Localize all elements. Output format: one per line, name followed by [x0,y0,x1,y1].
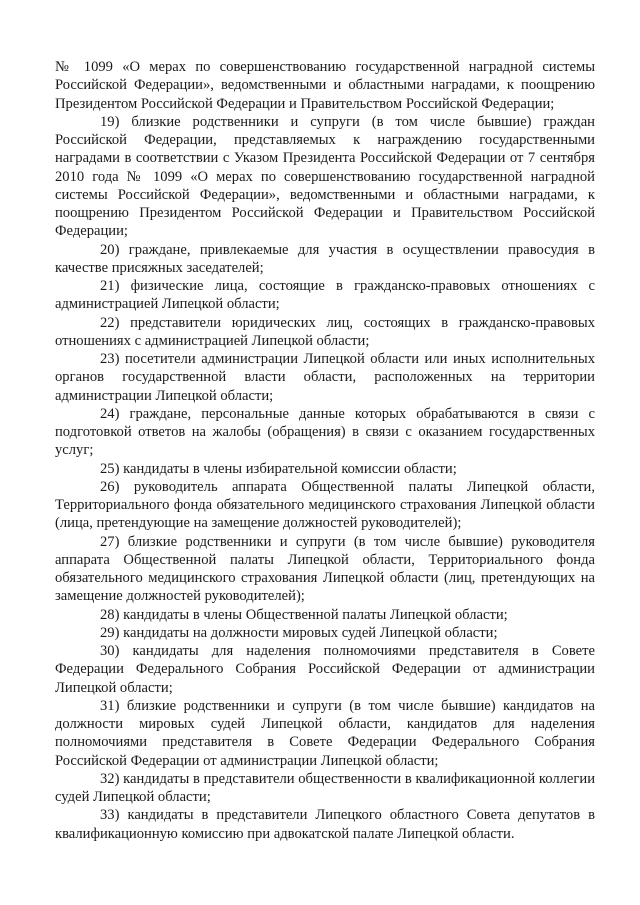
paragraph-item-25: 25) кандидаты в члены избирательной комиссии области; [100,460,457,477]
paragraph-item-27: 27) близкие родственники и супруги (в том числе бывшие) руководителя аппарата Общественной палаты Липецкой области, Территориального фонда обязательного медицинского страхования Липецкой области (лиц, претендующих на замещение должностей руководителей); [55,533,595,605]
paragraph-item-19: 19) близкие родственники и супруги (в том числе бывшие) граждан Российской Федерации, представляемых к награждению государственными наградами в соответствии с Указом Президента Российской Федерации от 7 сентября 2010 года № 1099 «О мерах по совершенствованию государственной наградной системы Российской Федерации», ведомственными и областными наградами, к поощрению Президентом Российской Федерации и Правительством Российской Федерации; [55,113,595,240]
paragraph-item-31: 31) близкие родственники и супруги (в том числе бывшие) кандидатов на должности мировых судей Липецкой области, кандидатов для наделения полномочиями представителя в Совете Федерации Федерального Собрания Российской Федерации от администрации Липецкой области; [55,697,595,769]
paragraph-item-29: 29) кандидаты на должности мировых судей Липецкой области; [100,624,498,641]
paragraph-item-20: 20) граждане, привлекаемые для участия в осуществлении правосудия в качестве присяжных заседателей; [55,241,595,276]
paragraph-item-30: 30) кандидаты для наделения полномочиями представителя в Совете Федерации Федерального Собрания Российской Федерации от администрации Липецкой области; [55,643,595,696]
paragraph-item-24: 24) граждане, персональные данные которых обрабатываются в связи с подготовкой ответов на жалобы (обращения) в связи с оказанием государственных услуг; [55,405,595,459]
paragraph-item-28: 28) кандидаты в члены Общественной палаты Липецкой области; [100,606,508,623]
paragraph-item-21: 21) физические лица, состоящие в гражданско-правовых отношениях с администрацией Липецкой области; [55,278,595,313]
paragraph-item-23: 23) посетители администрации Липецкой области или иных исполнительных органов государственной власти области, расположенных на территории администрации Липецкой области; [55,351,595,404]
paragraph-item-22: 22) представители юридических лиц, состоящих в гражданско-правовых отношениях с администрацией Липецкой области; [55,314,595,349]
paragraph-item-32: 32) кандидаты в представители общественности в квалификационной коллегии судей Липецкой области; [55,770,595,805]
paragraph-continuation: № 1099 «О мерах по совершенствованию государственной наградной системы Российской Федерации», ведомственными и областными наградами, к поощрению Президентом Российской Федерации и Правительством Российской Федерации; [55,59,595,112]
paragraph-item-26: 26) руководитель аппарата Общественной палаты Липецкой области, Территориального фонда обязательного медицинского страхования Липецкой области (лица, претендующие на замещение должностей руководителей); [55,478,595,532]
document-body [55,58,595,843]
paragraph-item-33: 33) кандидаты в представители Липецкого областного Совета депутатов в квалификационную комиссию при адвокатской палате Липецкой области. [55,807,595,842]
